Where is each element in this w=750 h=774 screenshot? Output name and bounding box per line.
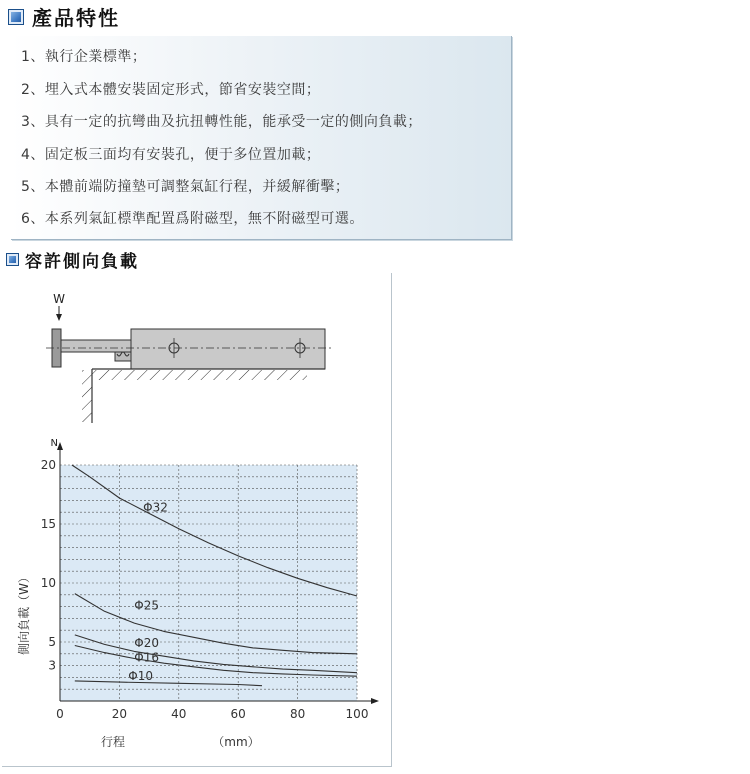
section-title-side-load [6, 247, 139, 272]
x-axis-unit: （mm） [212, 735, 260, 749]
surface-hatch [92, 370, 307, 380]
section-bullet-icon [6, 253, 19, 266]
y-tick-label: 5 [48, 635, 56, 649]
y-axis-label: 側向負載（W） [17, 571, 31, 655]
section-title-features [8, 2, 120, 31]
side-load-title: 容許側向負載 [25, 252, 139, 272]
spring-block [115, 352, 131, 361]
series-label: Φ25 [134, 598, 159, 613]
features-title: 產品特性 [32, 6, 120, 30]
y-tick-label: 10 [40, 576, 56, 590]
piston-rod [61, 340, 131, 352]
feature-item: 1、執行企業標準； [21, 49, 147, 65]
features-panel [11, 36, 512, 240]
y-axis-name: N [50, 438, 58, 449]
feature-item: 4、固定板三面均有安裝孔，便于多位置加載； [21, 147, 321, 163]
y-tick-label: 20 [40, 458, 56, 472]
series-label: Φ10 [128, 669, 154, 684]
load-label: W [53, 292, 65, 306]
side-load-chart [16, 438, 379, 749]
x-axis-arrow-icon [371, 698, 379, 704]
series-label: Φ20 [134, 636, 159, 651]
side-load-figure [2, 273, 392, 767]
wall-hatch [82, 370, 92, 422]
feature-item: 3、具有一定的抗彎曲及抗扭轉性能，能承受一定的側向負載； [21, 114, 422, 130]
x-tick-label: 0 [56, 707, 64, 721]
feature-item: 2、埋入式本體安裝固定形式，節省安裝空間； [21, 82, 321, 98]
y-tick-label: 3 [48, 658, 56, 673]
x-tick-label: 20 [111, 707, 128, 721]
series-label: Φ32 [143, 500, 168, 515]
x-tick-label: 40 [171, 707, 187, 721]
feature-item: 5、本體前端防撞墊可調整氣缸行程，并緩解衝擊； [21, 179, 350, 195]
load-arrow-icon [56, 314, 62, 321]
section-bullet-icon [8, 9, 24, 25]
cylinder-diagram [46, 292, 332, 423]
y-tick-label: 15 [40, 517, 56, 531]
feature-item: 6、本系列氣缸標準配置爲附磁型，無不附磁型可選。 [21, 211, 364, 227]
side-load-svg [2, 273, 392, 767]
x-tick-label: 60 [230, 707, 246, 721]
cylinder-body [131, 329, 325, 369]
series-label: Φ16 [134, 650, 159, 665]
x-tick-label: 80 [289, 707, 306, 721]
x-tick-label: 100 [345, 707, 369, 721]
x-axis-label: 行程 [100, 735, 126, 749]
